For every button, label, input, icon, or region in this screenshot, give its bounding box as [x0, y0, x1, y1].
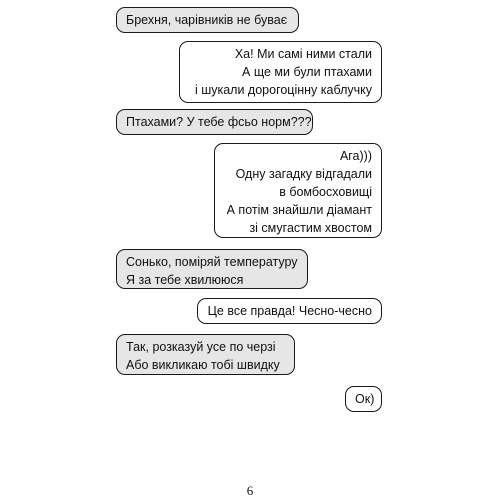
message-line: Одну загадку відгадали — [235, 167, 372, 181]
message-line: А потім знайшли діамант — [226, 203, 372, 217]
page-number: 6 — [246, 483, 254, 498]
message-line: Це все правда! Чесно-чесно — [207, 304, 372, 318]
message-line: Сонько, поміряй температуру — [126, 255, 298, 269]
message-outgoing-4 — [345, 386, 382, 412]
message-outgoing-2 — [214, 143, 382, 238]
message-outgoing-3 — [197, 298, 382, 324]
message-line: в бомбосховищі — [279, 185, 372, 199]
message-line: Я за тебе хвилююся — [126, 273, 244, 287]
message-line: Ок) — [355, 392, 375, 406]
message-incoming-4 — [116, 334, 295, 375]
message-line: Птахами? У тебе фсьо норм??? — [126, 115, 312, 129]
message-line: Так, розказуй усе по черзі — [126, 340, 276, 354]
message-line: і шукали дорогоцінну каблучку — [194, 83, 372, 97]
message-line: А ще ми були птахами — [242, 65, 372, 79]
message-line: Ага))) — [339, 149, 372, 163]
message-line: Або викликаю тобі швидку — [126, 358, 280, 372]
message-outgoing-1 — [179, 41, 382, 103]
message-incoming-1 — [116, 7, 299, 33]
message-incoming-3 — [116, 249, 308, 289]
message-line: Брехня, чарівників не буває — [126, 13, 288, 27]
message-line: зі смугастим хвостом — [249, 221, 372, 235]
message-incoming-2 — [116, 109, 313, 135]
message-line: Ха! Ми самі ними стали — [234, 47, 372, 61]
